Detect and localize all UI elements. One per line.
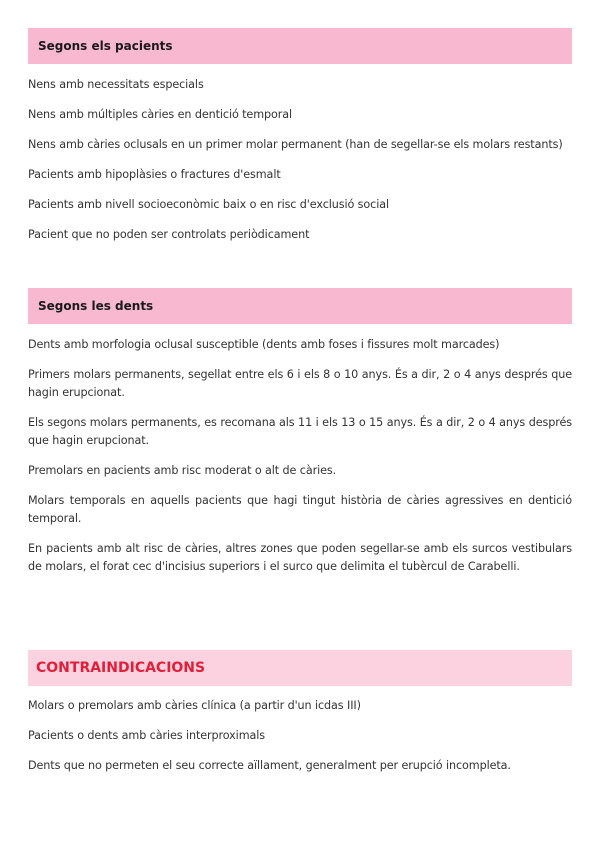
list-item: Pacient que no poden ser controlats periòdicament	[28, 228, 310, 241]
section-title: Segons les dents	[38, 299, 154, 313]
list-item: Dents que no permeten el seu correcte aïllament, generalment per erupció incompleta.	[28, 759, 511, 772]
list-item: Molars o premolars amb càries clínica (a partir d'un icdas III)	[28, 699, 361, 712]
list-item: Molars temporals en aquells pacients que hagi tingut història de càries agressives en dentició temporal.	[28, 494, 572, 525]
list-item: Pacients amb hipoplàsies o fractures d'esmalt	[28, 168, 281, 181]
section-header-pacients	[28, 28, 572, 64]
list-item: Premolars en pacients amb risc moderat o alt de càries.	[28, 464, 337, 477]
list-item: Primers molars permanents, segellat entre els 6 i els 8 o 10 anys. És a dir, 2 o 4 anys després que hagin erupcionat.	[28, 368, 572, 399]
list-item: Els segons molars permanents, es recomana als 11 i els 13 o 15 anys. És a dir, 2 o 4 anys després que hagin erupcionat.	[28, 416, 572, 447]
section-title: Segons els pacients	[38, 39, 173, 53]
list-item: Nens amb necessitats especials	[28, 78, 204, 91]
list-item: Nens amb múltiples càries en dentició temporal	[28, 108, 293, 121]
list-item: Pacients amb nivell socioeconòmic baix o en risc d'exclusió social	[28, 198, 389, 211]
list-item: En pacients amb alt risc de càries, altres zones que poden segellar-se amb els surcos vestibulars de molars, el forat cec d'incisius superiors i el surco que delimita el tubèrcul de Carabelli.	[28, 542, 572, 573]
list-item: Dents amb morfologia oclusal susceptible (dents amb foses i fissures molt marcades)	[28, 338, 500, 351]
section-header-contraindicacions	[28, 650, 572, 686]
section-header-dents	[28, 288, 572, 324]
list-item: Nens amb càries oclusals en un primer molar permanent (han de segellar-se els molars restants)	[28, 138, 563, 151]
list-item: Pacients o dents amb càries interproximals	[28, 729, 265, 742]
section-title: CONTRAINDICACIONS	[36, 660, 206, 676]
